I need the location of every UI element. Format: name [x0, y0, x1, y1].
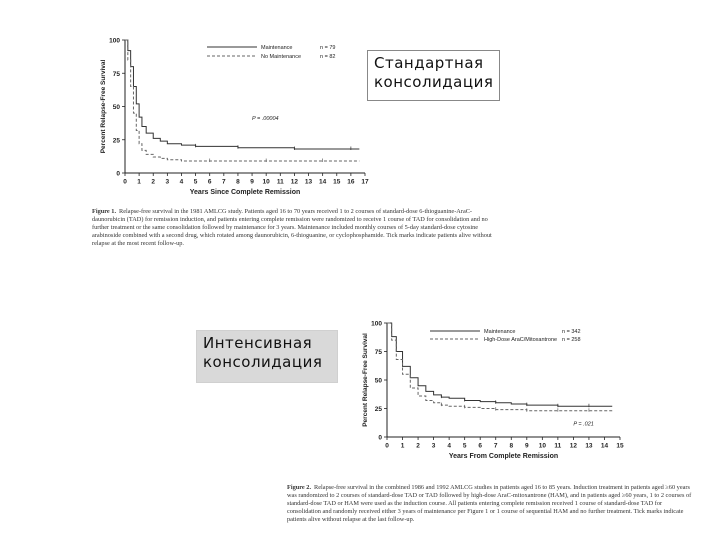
x-tick-label: 16 [347, 178, 355, 186]
x-tick-label: 7 [493, 442, 498, 450]
standard-consolidation-note: Стандартная консолидация [367, 50, 500, 101]
x-tick-label: 4 [447, 442, 451, 450]
x-tick-label: 11 [276, 178, 284, 186]
y-tick-label: 0 [378, 434, 382, 442]
rfs-plot-2 [355, 315, 635, 475]
x-tick-label: 8 [236, 178, 240, 186]
figure-1-caption [92, 208, 494, 248]
figure-1-label: Figure 1. [92, 208, 117, 215]
x-tick-label: 5 [462, 442, 467, 450]
x-tick-label: 3 [165, 178, 170, 186]
x-tick-label: 14 [319, 178, 327, 186]
legend-n-0: n = 79 [320, 45, 336, 51]
legend-label-1: No Maintenance [261, 54, 302, 60]
x-tick-label: 13 [585, 442, 593, 450]
x-tick-label: 2 [151, 178, 156, 186]
y-tick-label: 50 [112, 104, 120, 111]
p-value-label: P = .00004 [252, 115, 279, 122]
y-tick-label: 100 [109, 37, 120, 45]
intensive-consolidation-note: Интенсивная консолидация [196, 330, 338, 383]
x-tick-label: 2 [416, 442, 420, 450]
x-axis-label: Years From Complete Remission [448, 453, 559, 460]
x-tick-label: 1 [137, 178, 141, 186]
legend-n-0: n = 342 [562, 329, 581, 335]
x-tick-label: 15 [616, 442, 624, 450]
series-line-0 [387, 323, 612, 406]
x-tick-label: 14 [600, 442, 609, 450]
p-value-label: P = .021 [573, 421, 594, 428]
x-tick-label: 10 [262, 178, 270, 186]
y-tick-label: 50 [374, 377, 382, 385]
x-tick-label: 12 [290, 178, 299, 186]
x-tick-label: 7 [222, 178, 226, 186]
x-tick-label: 9 [524, 442, 529, 450]
x-tick-label: 6 [478, 442, 483, 450]
legend-label-1: High-Dose AraC/Mitoxantrone [484, 337, 558, 343]
x-tick-label: 15 [333, 178, 341, 186]
x-tick-label: 12 [569, 442, 578, 450]
x-tick-label: 9 [250, 178, 254, 186]
figure-2-caption [287, 484, 692, 524]
x-tick-label: 3 [431, 442, 436, 450]
x-tick-label: 10 [538, 442, 546, 450]
x-tick-label: 6 [207, 178, 212, 186]
y-tick-label: 75 [112, 70, 120, 78]
y-tick-label: 100 [371, 320, 382, 328]
legend-n-1: n = 258 [562, 337, 581, 343]
x-tick-label: 1 [400, 442, 405, 450]
x-tick-label: 13 [304, 178, 313, 186]
y-tick-label: 25 [374, 406, 382, 413]
legend-n-1: n = 82 [320, 54, 336, 60]
y-tick-label: 25 [112, 137, 120, 145]
y-axis-label: Percent Relapse-Free Survival [362, 333, 369, 427]
y-tick-label: 75 [374, 349, 382, 356]
y-axis-label: Percent Relapse-Free Survival [100, 59, 107, 154]
chart-standard-consolidation [90, 30, 380, 200]
x-tick-label: 0 [385, 442, 389, 450]
figure-1-text: Relapse-free survival in the 1981 AMLCG study. Patients aged 16 to 70 years received 1 to 2 courses of standard-dose 6-thioguanine-AraC-daunorubicin (TAD) for remission induction, and patients entering complete remission were randomized to receive 1 course of TAD for consolidation and no further treatment or the same consolidation followed by maintenance for 3 years. Maintenance included monthly courses of 5-day standard-dose cytosine arabinoside combined with a second drug, which rotated among daunorubicin, 6-thioguanine, or cyclophosphamide. Tick marks indicate patients alive without relapse at the most recent follow-up. [92, 208, 492, 247]
rfs-plot-1 [90, 30, 380, 200]
x-tick-label: 4 [179, 178, 184, 186]
x-axis-label: Years Since Complete Remission [189, 189, 301, 196]
chart-intensive-consolidation [355, 315, 635, 475]
legend-label-0: Maintenance [261, 45, 293, 51]
x-tick-label: 0 [123, 178, 127, 186]
x-tick-label: 11 [554, 442, 562, 450]
legend-label-0: Maintenance [484, 329, 516, 335]
y-tick-label: 0 [116, 170, 120, 178]
figure-2-text: Relapse-free survival in the combined 1986 and 1992 AMLCG studies in patients aged 16 to 85 years. Induction treatment in patients aged ≥60 years was randomized to 2 courses of standard-dose TAD or TAD followed by high-dose AraC-mitoxantrone (HAM), and in patients aged ≥60 years, 1 to 2 courses of standard-dose TAD or HAM were used as the induction course. All patients entering complete remission received 1 course of standard-dose TAD for consolidation and randomly received either 3 years of maintenance per Figure 1 or 1 course of sequential HAM and no further treatment. Tick marks indicate patients alive without relapse at the last follow-up. [287, 484, 692, 523]
x-tick-label: 17 [361, 178, 369, 186]
x-tick-label: 8 [509, 442, 514, 450]
figure-2-label: Figure 2. [287, 484, 312, 491]
x-tick-label: 5 [193, 178, 198, 186]
